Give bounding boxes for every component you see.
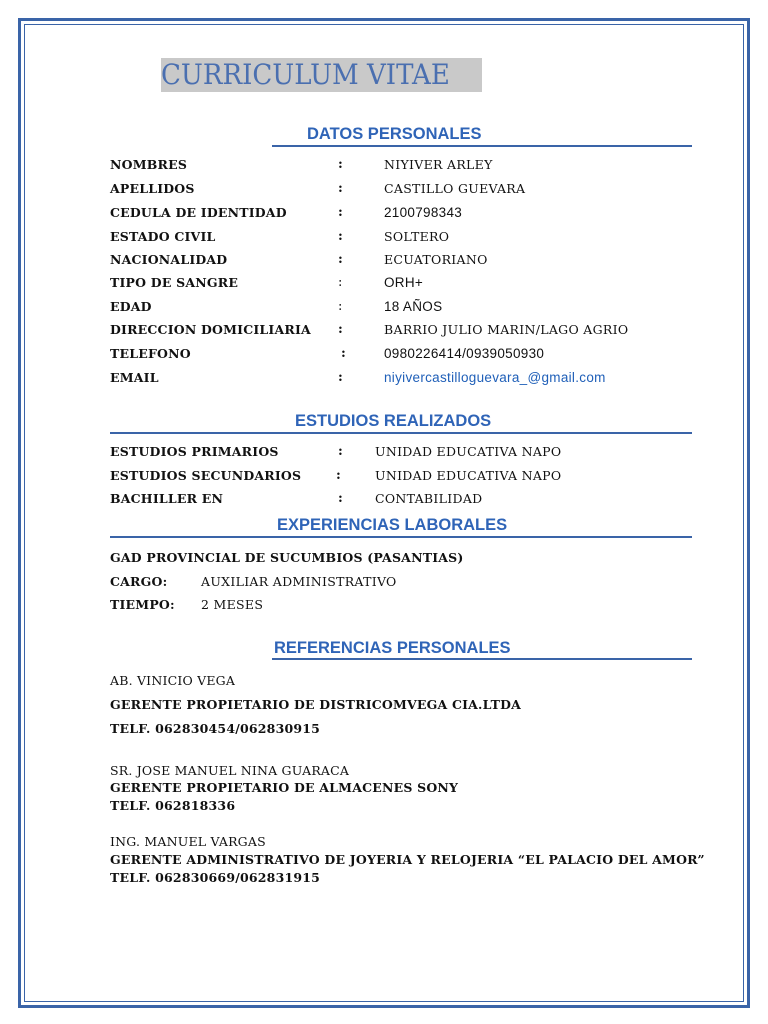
row-colon: : xyxy=(338,370,343,385)
section-rule xyxy=(272,658,692,660)
row-label: EMAIL xyxy=(110,370,159,385)
row-value: BARRIO JULIO MARIN/LAGO AGRIO xyxy=(384,322,629,337)
row-colon: : xyxy=(338,444,343,459)
row-colon: : xyxy=(338,275,343,290)
section-rule xyxy=(110,536,692,538)
row-label: TIEMPO: xyxy=(110,597,175,612)
reference-position: GERENTE PROPIETARIO DE DISTRICOMVEGA CIA.LTDA xyxy=(110,697,522,712)
row-label: ESTUDIOS PRIMARIOS xyxy=(110,444,279,459)
row-label: CARGO: xyxy=(110,574,168,589)
row-value: CONTABILIDAD xyxy=(375,491,483,506)
row-value: 2100798343 xyxy=(384,205,463,220)
row-colon: : xyxy=(338,491,343,506)
section-rule xyxy=(272,145,692,147)
section-rule xyxy=(110,432,692,434)
section-heading-datos-personales: DATOS PERSONALES xyxy=(307,125,482,143)
row-value: ECUATORIANO xyxy=(384,252,488,267)
row-label: CEDULA DE IDENTIDAD xyxy=(110,205,287,220)
reference-phone: TELF. 062830669/062831915 xyxy=(110,870,321,885)
section-heading-experiencias: EXPERIENCIAS LABORALES xyxy=(277,516,508,534)
row-colon: : xyxy=(338,322,343,337)
row-label: APELLIDOS xyxy=(110,181,195,196)
row-value: UNIDAD EDUCATIVA NAPO xyxy=(375,444,562,459)
row-value: CASTILLO GUEVARA xyxy=(384,181,526,196)
row-label: ESTADO CIVIL xyxy=(110,229,216,244)
row-value: 18 AÑOS xyxy=(384,299,443,314)
row-value: 2 MESES xyxy=(201,597,264,612)
section-heading-referencias: REFERENCIAS PERSONALES xyxy=(274,639,511,657)
reference-phone: TELF. 062830454/062830915 xyxy=(110,721,321,736)
row-label: EDAD xyxy=(110,299,152,314)
row-value: NIYIVER ARLEY xyxy=(384,157,493,172)
row-colon: : xyxy=(338,181,343,196)
row-colon: : xyxy=(338,299,343,314)
row-colon: : xyxy=(338,229,343,244)
row-label: BACHILLER EN xyxy=(110,491,224,506)
reference-name: ING. MANUEL VARGAS xyxy=(110,834,266,849)
row-label: ESTUDIOS SECUNDARIOS xyxy=(110,468,302,483)
row-label: TIPO DE SANGRE xyxy=(110,275,239,290)
row-colon: : xyxy=(341,346,346,361)
row-value: AUXILIAR ADMINISTRATIVO xyxy=(201,574,397,589)
reference-name: AB. VINICIO VEGA xyxy=(110,673,236,688)
document-title: CURRICULUM VITAE xyxy=(161,58,482,92)
reference-phone: TELF. 062818336 xyxy=(110,798,236,813)
row-colon: : xyxy=(338,205,343,220)
row-label: DIRECCION DOMICILIARIA xyxy=(110,322,311,337)
row-value: 0980226414/0939050930 xyxy=(384,346,545,361)
reference-position: GERENTE ADMINISTRATIVO DE JOYERIA Y RELOJERIA “EL PALACIO DEL AMOR” xyxy=(110,852,705,867)
reference-name: SR. JOSE MANUEL NINA GUARACA xyxy=(110,763,350,778)
row-value: ORH+ xyxy=(384,275,424,290)
row-colon: : xyxy=(338,157,343,172)
row-colon: : xyxy=(338,252,343,267)
section-heading-estudios: ESTUDIOS REALIZADOS xyxy=(295,412,492,430)
row-colon: : xyxy=(336,468,341,483)
employer-name: GAD PROVINCIAL DE SUCUMBIOS (PASANTIAS) xyxy=(110,550,464,565)
email-link[interactable]: niyivercastilloguevara_@gmail.com xyxy=(384,370,606,385)
row-value: UNIDAD EDUCATIVA NAPO xyxy=(375,468,562,483)
reference-position: GERENTE PROPIETARIO DE ALMACENES SONY xyxy=(110,780,459,795)
row-label: TELEFONO xyxy=(110,346,191,361)
row-label: NACIONALIDAD xyxy=(110,252,228,267)
row-label: NOMBRES xyxy=(110,157,188,172)
row-value: SOLTERO xyxy=(384,229,450,244)
